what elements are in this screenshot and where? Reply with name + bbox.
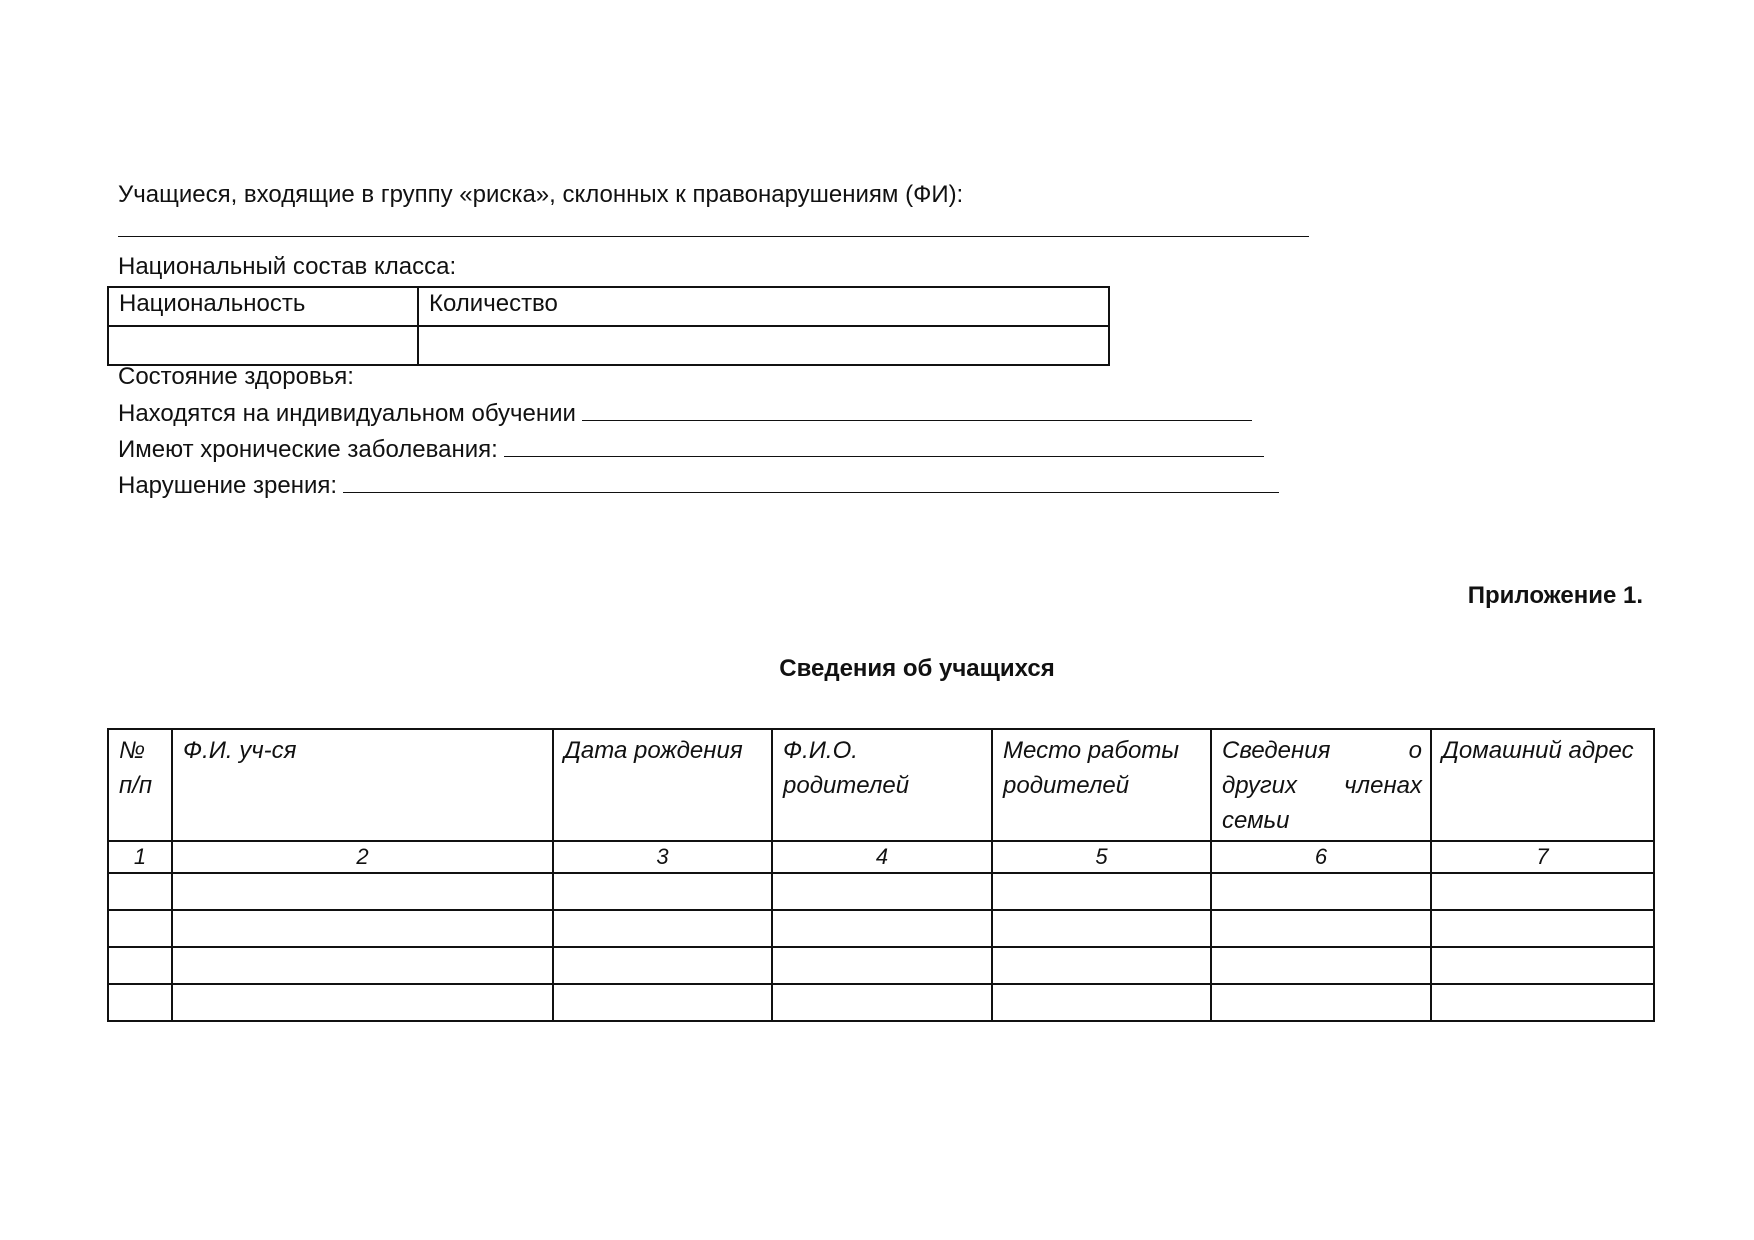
header-student-name: Ф.И. уч-ся (172, 729, 553, 841)
table-cell[interactable] (1211, 910, 1431, 947)
students-table (107, 728, 1655, 1022)
appendix-label: Приложение 1. (1467, 582, 1643, 609)
risk-group-label: Учащиеся, входящие в группу «риска», склонных к правонарушениям (ФИ): (118, 181, 964, 208)
table-cell[interactable] (108, 873, 172, 910)
table-cell[interactable] (108, 910, 172, 947)
table-row (108, 947, 1654, 984)
students-empty-rows (108, 873, 1654, 1021)
header-family-info-text: Сведения о других членах семьи (1222, 737, 1422, 834)
risk-group-blank-line[interactable] (118, 214, 1309, 245)
table-cell[interactable] (772, 947, 992, 984)
table-row (108, 910, 1654, 947)
column-number: 3 (553, 841, 772, 873)
header-parents-name: Ф.И.О. родителей (772, 729, 992, 841)
column-number: 6 (1211, 841, 1431, 873)
table-cell[interactable] (1431, 873, 1654, 910)
header-birth-date: Дата рождения (553, 729, 772, 841)
health-item-vision-label: Нарушение зрения: (118, 472, 338, 499)
table-cell[interactable] (553, 910, 772, 947)
table-cell[interactable] (108, 947, 172, 984)
table-cell[interactable] (172, 873, 553, 910)
table-cell[interactable] (1431, 910, 1654, 947)
table-cell[interactable] (1211, 873, 1431, 910)
health-item-individual-label: Находятся на индивидуальном обучении (118, 400, 576, 427)
header-number: № п/п (108, 729, 172, 841)
table-cell[interactable] (1211, 947, 1431, 984)
health-label: Состояние здоровья: (118, 363, 354, 390)
table-cell[interactable] (772, 984, 992, 1021)
risk-group-input[interactable] (118, 214, 1309, 237)
table-cell[interactable] (553, 873, 772, 910)
health-item-chronic (118, 434, 1264, 465)
column-number: 5 (992, 841, 1211, 873)
nationality-table (107, 286, 1110, 366)
health-item-individual-input[interactable] (582, 398, 1252, 421)
table-cell[interactable] (1211, 984, 1431, 1021)
nationality-label: Национальный состав класса: (118, 253, 457, 280)
table-cell[interactable] (172, 910, 553, 947)
table-cell[interactable] (553, 984, 772, 1021)
quantity-header-cell: Количество (418, 287, 1109, 326)
quantity-input-cell[interactable] (418, 326, 1109, 365)
table-cell[interactable] (772, 910, 992, 947)
nationality-data-row (108, 326, 1109, 365)
table-cell[interactable] (772, 873, 992, 910)
nationality-header-row (108, 287, 1109, 326)
column-number: 2 (172, 841, 553, 873)
health-item-vision (118, 470, 1279, 501)
header-family-info (1211, 729, 1431, 841)
nationality-header-cell: Национальность (108, 287, 418, 326)
column-number: 7 (1431, 841, 1654, 873)
column-number: 1 (108, 841, 172, 873)
health-item-individual (118, 398, 1252, 429)
table-cell[interactable] (1431, 984, 1654, 1021)
table-row (108, 873, 1654, 910)
table-cell[interactable] (992, 984, 1211, 1021)
column-number-row (108, 841, 1654, 873)
nationality-input-cell[interactable] (108, 326, 418, 365)
table-cell[interactable] (172, 984, 553, 1021)
health-item-vision-input[interactable] (343, 470, 1279, 493)
students-header-row (108, 729, 1654, 841)
header-parents-workplace: Место работы родителей (992, 729, 1211, 841)
table-cell[interactable] (108, 984, 172, 1021)
students-table-title: Сведения об учащихся (779, 655, 1055, 682)
table-cell[interactable] (992, 873, 1211, 910)
health-item-chronic-label: Имеют хронические заболевания: (118, 436, 498, 463)
health-item-chronic-input[interactable] (504, 434, 1264, 457)
table-cell[interactable] (1431, 947, 1654, 984)
table-cell[interactable] (553, 947, 772, 984)
column-number: 4 (772, 841, 992, 873)
table-cell[interactable] (172, 947, 553, 984)
table-cell[interactable] (992, 910, 1211, 947)
table-cell[interactable] (992, 947, 1211, 984)
header-home-address: Домашний адрес (1431, 729, 1654, 841)
table-row (108, 984, 1654, 1021)
